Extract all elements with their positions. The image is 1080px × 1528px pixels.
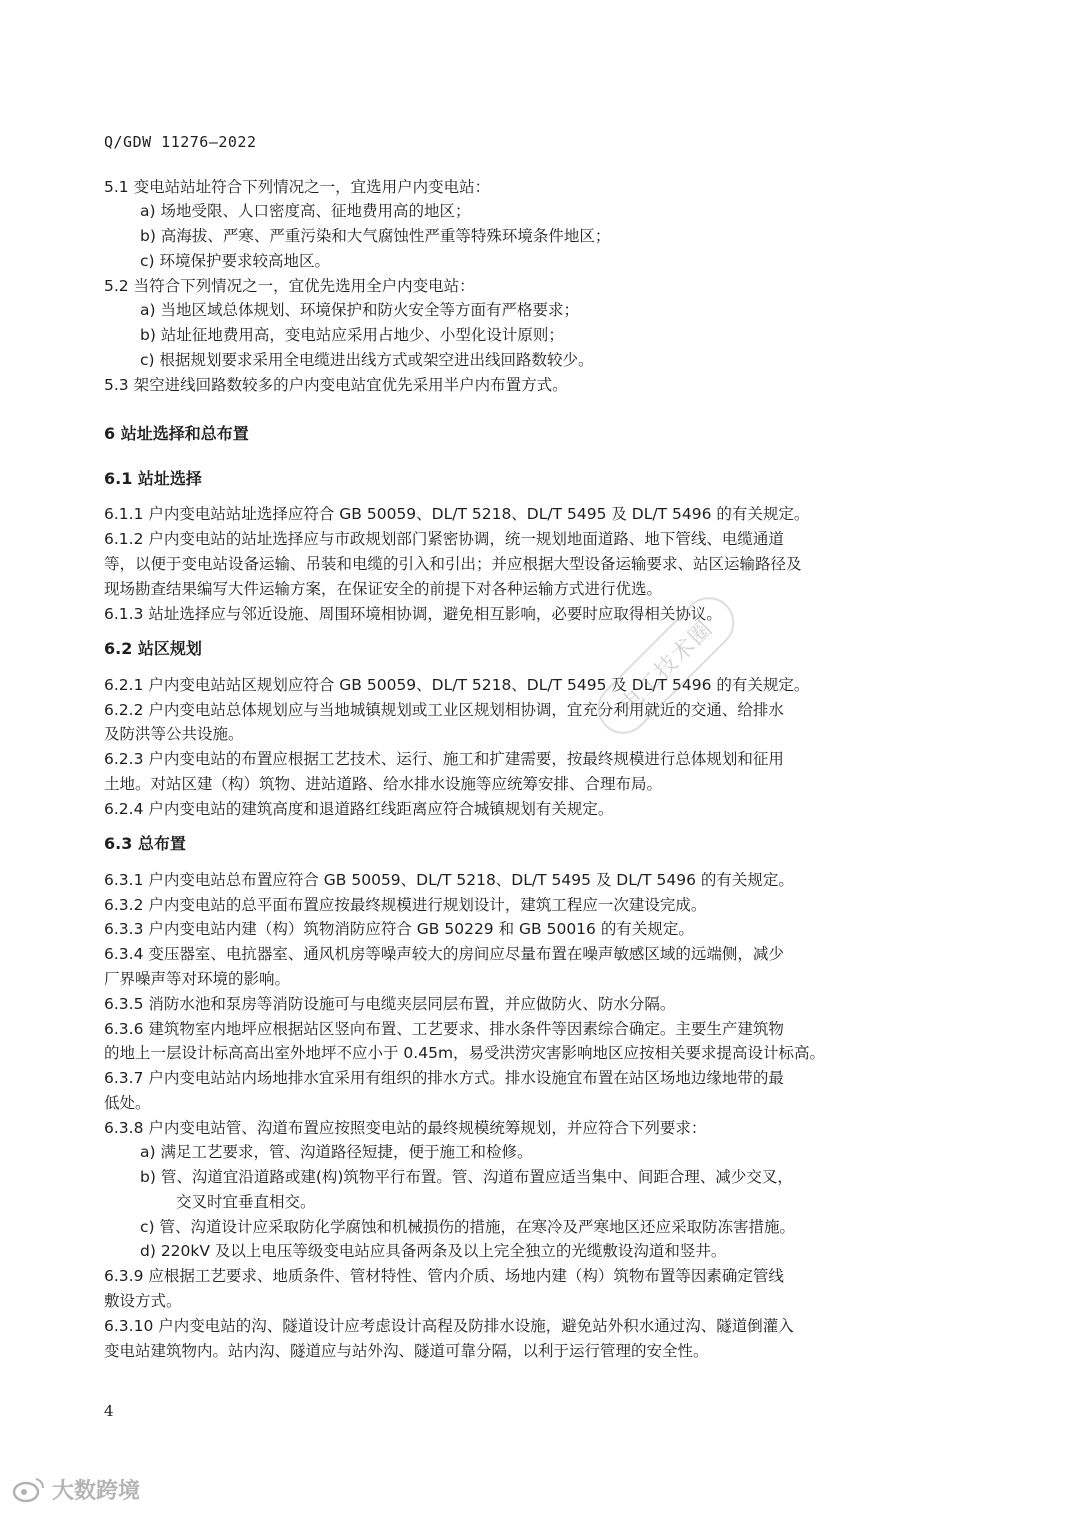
text-line: 5.1 变电站站址符合下列情况之一，宜选用户内变电站： — [104, 178, 491, 196]
text-line: b) 高海拔、严寒、严重污染和大气腐蚀性严重等特殊环境条件地区； — [140, 227, 611, 245]
section-heading: 6 站址选择和总布置 — [104, 424, 249, 443]
text-line: 6.3.6 建筑物室内地坪应根据站区竖向布置、工艺要求、排水条件等因素综合确定。主要生产建筑物 — [104, 1020, 784, 1038]
text-line: a) 当地区域总体规划、环境保护和防火安全等方面有严格要求； — [140, 301, 579, 319]
text-line: 6.2.3 户内变电站的布置应根据工艺技术、运行、施工和扩建需要，按最终规模进行总体规划和征用 — [104, 750, 784, 768]
text-line: 6.3.9 应根据工艺要求、地质条件、管材特性、管内介质、场地内建（构）筑物布置等因素确定管线 — [104, 1267, 784, 1285]
text-line: 及防洪等公共设施。 — [104, 725, 244, 743]
brand-name: 大数跨境 — [52, 1479, 141, 1504]
text-line: 6.3.4 变压器室、电抗器室、通风机房等噪声较大的房间应尽量布置在噪声敏感区域的远端侧，减少 — [104, 945, 784, 963]
text-line: 6.1.2 户内变电站的站址选择应与市政规划部门紧密协调，统一规划地面道路、地下管线、电缆通道 — [104, 530, 784, 548]
standard-code: Q/GDW 11276—2022 — [104, 133, 257, 151]
text-line: 土地。对站区建（构）筑物、进站道路、给水排水设施等应统筹安排、合理布局。 — [104, 775, 663, 793]
section-heading: 6.3 总布置 — [104, 834, 186, 853]
text-line: c) 根据规划要求采用全电缆进出线方式或架空进出线回路数较少。 — [140, 351, 594, 369]
text-line: a) 满足工艺要求，管、沟道路径短捷，便于施工和检修。 — [140, 1143, 533, 1161]
text-line: 6.3.1 户内变电站总布置应符合 GB 50059、DL/T 5218、DL/T 5495 及 DL/T 5496 的有关规定。 — [104, 871, 794, 889]
text-line: 6.3.2 户内变电站的总平面布置应按最终规模进行规划设计，建筑工程应一次建设完成。 — [104, 896, 707, 914]
text-line: c) 环境保护要求较高地区。 — [140, 252, 330, 270]
text-line: 变电站建筑物内。站内沟、隧道应与站外沟、隧道可靠分隔，以利于运行管理的安全性。 — [104, 1342, 709, 1360]
text-line: 6.3.5 消防水池和泵房等消防设施可与电缆夹层同层布置，并应做防火、防水分隔。 — [104, 995, 676, 1013]
text-line: b) 管、沟道宜沿道路或建(构)筑物平行布置。管、沟道布置应适当集中、间距合理、减少交叉， — [140, 1168, 793, 1186]
text-line: 6.1.1 户内变电站站址选择应符合 GB 50059、DL/T 5218、DL/T 5495 及 DL/T 5496 的有关规定。 — [104, 505, 810, 523]
text-line: d) 220kV 及以上电压等级变电站应具备两条及以上完全独立的光缆敷设沟道和竖井。 — [140, 1242, 727, 1260]
text-line: 6.3.8 户内变电站管、沟道布置应按照变电站的最终规模统筹规划，并应符合下列要求： — [104, 1119, 707, 1137]
text-line: 敷设方式。 — [104, 1292, 182, 1310]
text-line: c) 管、沟道设计应采取防化学腐蚀和机械损伤的措施，在寒冷及严寒地区还应采取防冻害措施。 — [140, 1218, 795, 1236]
watermark-stamp: 电工技术圈 — [587, 587, 745, 745]
text-line: 6.2.4 户内变电站的建筑高度和退道路红线距离应符合城镇规划有关规定。 — [104, 800, 614, 818]
text-line: 5.3 架空进线回路数较多的户内变电站宜优先采用半户内布置方式。 — [104, 376, 568, 394]
text-line: b) 站址征地费用高，变电站应采用占地少、小型化设计原则； — [140, 326, 564, 344]
text-line: 6.2.1 户内变电站站区规划应符合 GB 50059、DL/T 5218、DL/T 5495 及 DL/T 5496 的有关规定。 — [104, 676, 810, 694]
text-line: 6.2.2 户内变电站总体规划应与当地城镇规划或工业区规划相协调，宜充分利用就近的交通、给排水 — [104, 701, 784, 719]
text-line: 6.1.3 站址选择应与邻近设施、周围环境相协调，避免相互影响，必要时应取得相关协议。 — [104, 605, 722, 623]
text-line: 等，以便于变电站设备运输、吊装和电缆的引入和引出；并应根据大型设备运输要求、站区运输路径及 — [104, 555, 802, 573]
page-number: 4 — [104, 1402, 114, 1420]
text-line: 低处。 — [104, 1094, 151, 1112]
text-line: 的地上一层设计标高高出室外地坪不应小于 0.45m，易受洪涝灾害影响地区应按相关要求提高设计标高。 — [104, 1044, 826, 1062]
text-line: 交叉时宜垂直相交。 — [176, 1193, 316, 1211]
text-line: 6.3.3 户内变电站内建（构）筑物消防应符合 GB 50229 和 GB 50016 的有关规定。 — [104, 920, 694, 938]
text-line: 5.2 当符合下列情况之一，宜优先选用全户内变电站： — [104, 277, 475, 295]
text-line: 6.3.7 户内变电站站内场地排水宜采用有组织的排水方式。排水设施宜布置在站区场地边缘地带的最 — [104, 1069, 784, 1087]
text-line: 厂界噪声等对环境的影响。 — [104, 970, 291, 988]
text-line: 6.3.10 户内变电站的沟、隧道设计应考虑设计高程及防排水设施，避免站外积水通过沟、隧道倒灌入 — [104, 1317, 794, 1335]
brand-logo-icon — [12, 1475, 46, 1505]
brand-watermark — [12, 1474, 140, 1505]
section-heading: 6.1 站址选择 — [104, 469, 202, 488]
text-line: a) 场地受限、人口密度高、征地费用高的地区； — [140, 202, 471, 220]
text-line: 现场勘查结果编写大件运输方案，在保证安全的前提下对各种运输方式进行优选。 — [104, 580, 663, 598]
section-heading: 6.2 站区规划 — [104, 639, 202, 658]
